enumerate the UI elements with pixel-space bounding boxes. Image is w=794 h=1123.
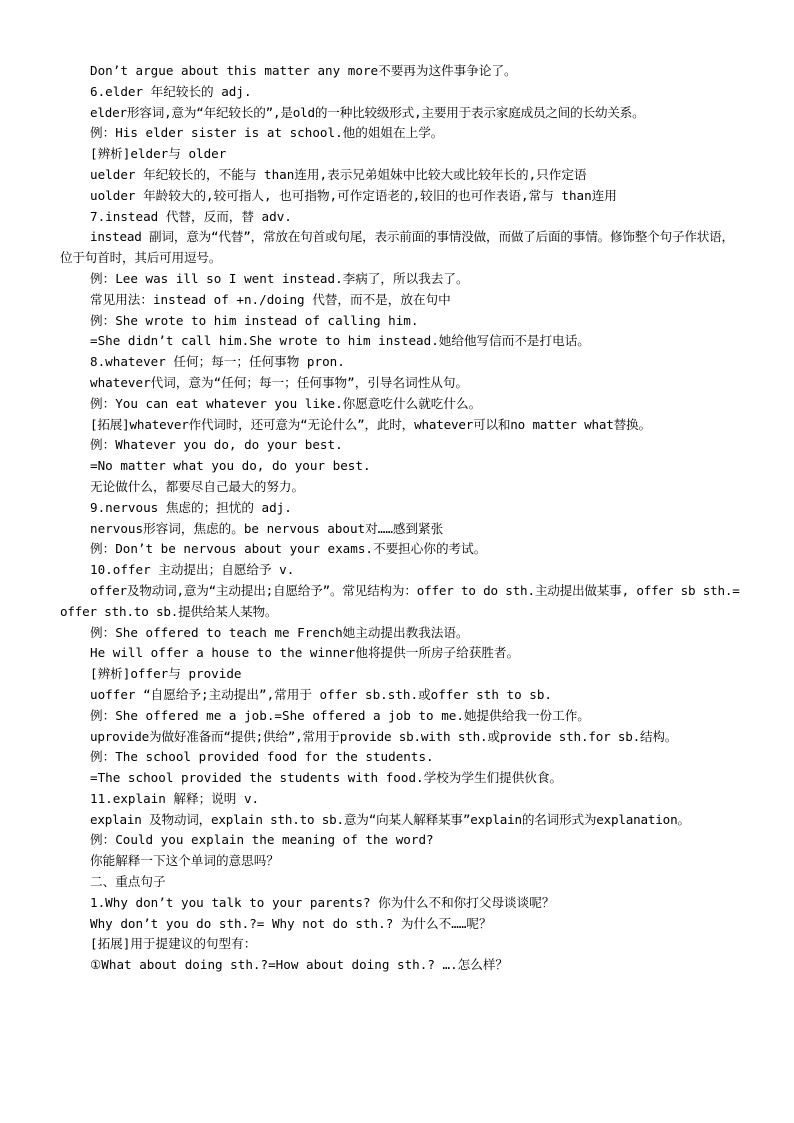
text-line: 1.Why don’t you talk to your parents? 你为什么不和你打父母谈谈呢？	[90, 894, 555, 910]
text-line: elder形容词,意为“年纪较长的”,是old的一种比较级形式,主要用于表示家庭成员之间的长幼关系。	[90, 104, 645, 120]
text-line: 8.whatever 任何；每一；任何事物 pron.	[90, 354, 345, 370]
text-line: whatever代词，意为“任何；每一；任何事物”，引导名词性从句。	[90, 374, 469, 390]
text-line: instead 副词，意为“代替”，常放在句首或句尾，表示前面的事情没做，而做了后面的事情。修饰整个句子作状语，位于句首时，其后可用逗号。	[60, 229, 734, 266]
text-line: =No matter what you do, do your best.	[90, 458, 371, 474]
text-line: 例：She wrote to him instead of calling him.	[90, 312, 419, 328]
text-line: Why don’t you do sth.?= Why not do sth.? 为什么不……呢？	[90, 915, 492, 931]
text-line: nervous形容词，焦虑的。be nervous about对……感到紧张	[90, 520, 444, 536]
text-line: 常见用法：instead of +n./doing 代替，而不是，放在句中	[90, 291, 451, 307]
text-line: ①What about doing sth.?=How about doing sth.? ….怎么样？	[90, 957, 509, 973]
text-line: 例：She offered me a job.=She offered a job to me.她提供给我一份工作。	[90, 707, 590, 723]
text-line: 例：You can eat whatever you like.你愿意吃什么就吃什么。	[90, 395, 482, 411]
text-line: =The school provided the students with food.学校为学生们提供伙食。	[90, 770, 563, 786]
text-line: =She didn’t call him.She wrote to him instead.她给他写信而不是打电话。	[90, 333, 590, 349]
text-line: 无论做什么，都要尽自己最大的努力。	[90, 478, 305, 494]
text-line: [辨析]offer与 provide	[90, 666, 242, 682]
text-line: [辨析]elder与 older	[90, 146, 227, 162]
document-body	[60, 61, 740, 976]
text-line: [拓展]whatever作代词时，还可意为“无论什么”，此时，whatever可以和no matter what替换。	[90, 416, 651, 432]
text-line: explain 及物动词，explain sth.to sb.意为“向某人解释某事”explain的名词形式为explanation。	[90, 811, 690, 827]
text-line: uoffer “自愿给予;主动提出”,常用于 offer sb.sth.或offer sth to sb.	[90, 686, 552, 702]
text-line: 你能解释一下这个单词的意思吗？	[90, 853, 279, 869]
text-line: 11.explain 解释；说明 v.	[90, 790, 260, 806]
text-line: 7.instead 代替，反而，替 adv.	[90, 208, 292, 224]
text-line: 例：Whatever you do, do your best.	[90, 437, 343, 453]
text-line: uolder 年龄较大的,较可指人, 也可指物,可作定语老的,较旧的也可作表语,常与 than连用	[90, 187, 617, 203]
text-line: 例：His elder sister is at school.他的姐姐在上学。	[90, 125, 444, 141]
text-line: 6.elder 年纪较长的 adj.	[90, 83, 252, 99]
text-line: offer及物动词,意为“主动提出;自愿给予”。常见结构为：offer to do sth.主动提出做某事, offer sb sth.= offer sth.to sb.提供给某人某物。	[60, 582, 740, 619]
text-line: 9.nervous 焦虑的；担忧的 adj.	[90, 499, 292, 515]
text-line: [拓展]用于提建议的句型有：	[90, 936, 257, 952]
text-line: 例：She offered to teach me French她主动提出教我法语。	[90, 624, 469, 640]
text-line: uelder 年纪较长的，不能与 than连用,表示兄弟姐妹中比较大或比较年长的,只作定语	[90, 166, 587, 182]
text-line: 例：Don’t be nervous about your exams.不要担心你的考试。	[90, 541, 487, 557]
text-line: 10.offer 主动提出；自愿给予 v.	[90, 562, 295, 578]
text-line: 例：Lee was ill so I went instead.李病了，所以我去了。	[90, 270, 469, 286]
text-line: He will offer a house to the winner他将提供一所房子给获胜者。	[90, 645, 520, 661]
text-line: Don’t argue about this matter any more不要再为这件事争论了。	[90, 63, 517, 78]
text-line: 二、重点句子	[90, 874, 166, 890]
text-line: 例：Could you explain the meaning of the word?	[90, 832, 434, 848]
text-line: uprovide为做好准备而“提供;供给”,常用于provide sb.with sth.或provide sth.for sb.结构。	[90, 728, 678, 744]
text-line: 例：The school provided food for the students.	[90, 749, 434, 765]
